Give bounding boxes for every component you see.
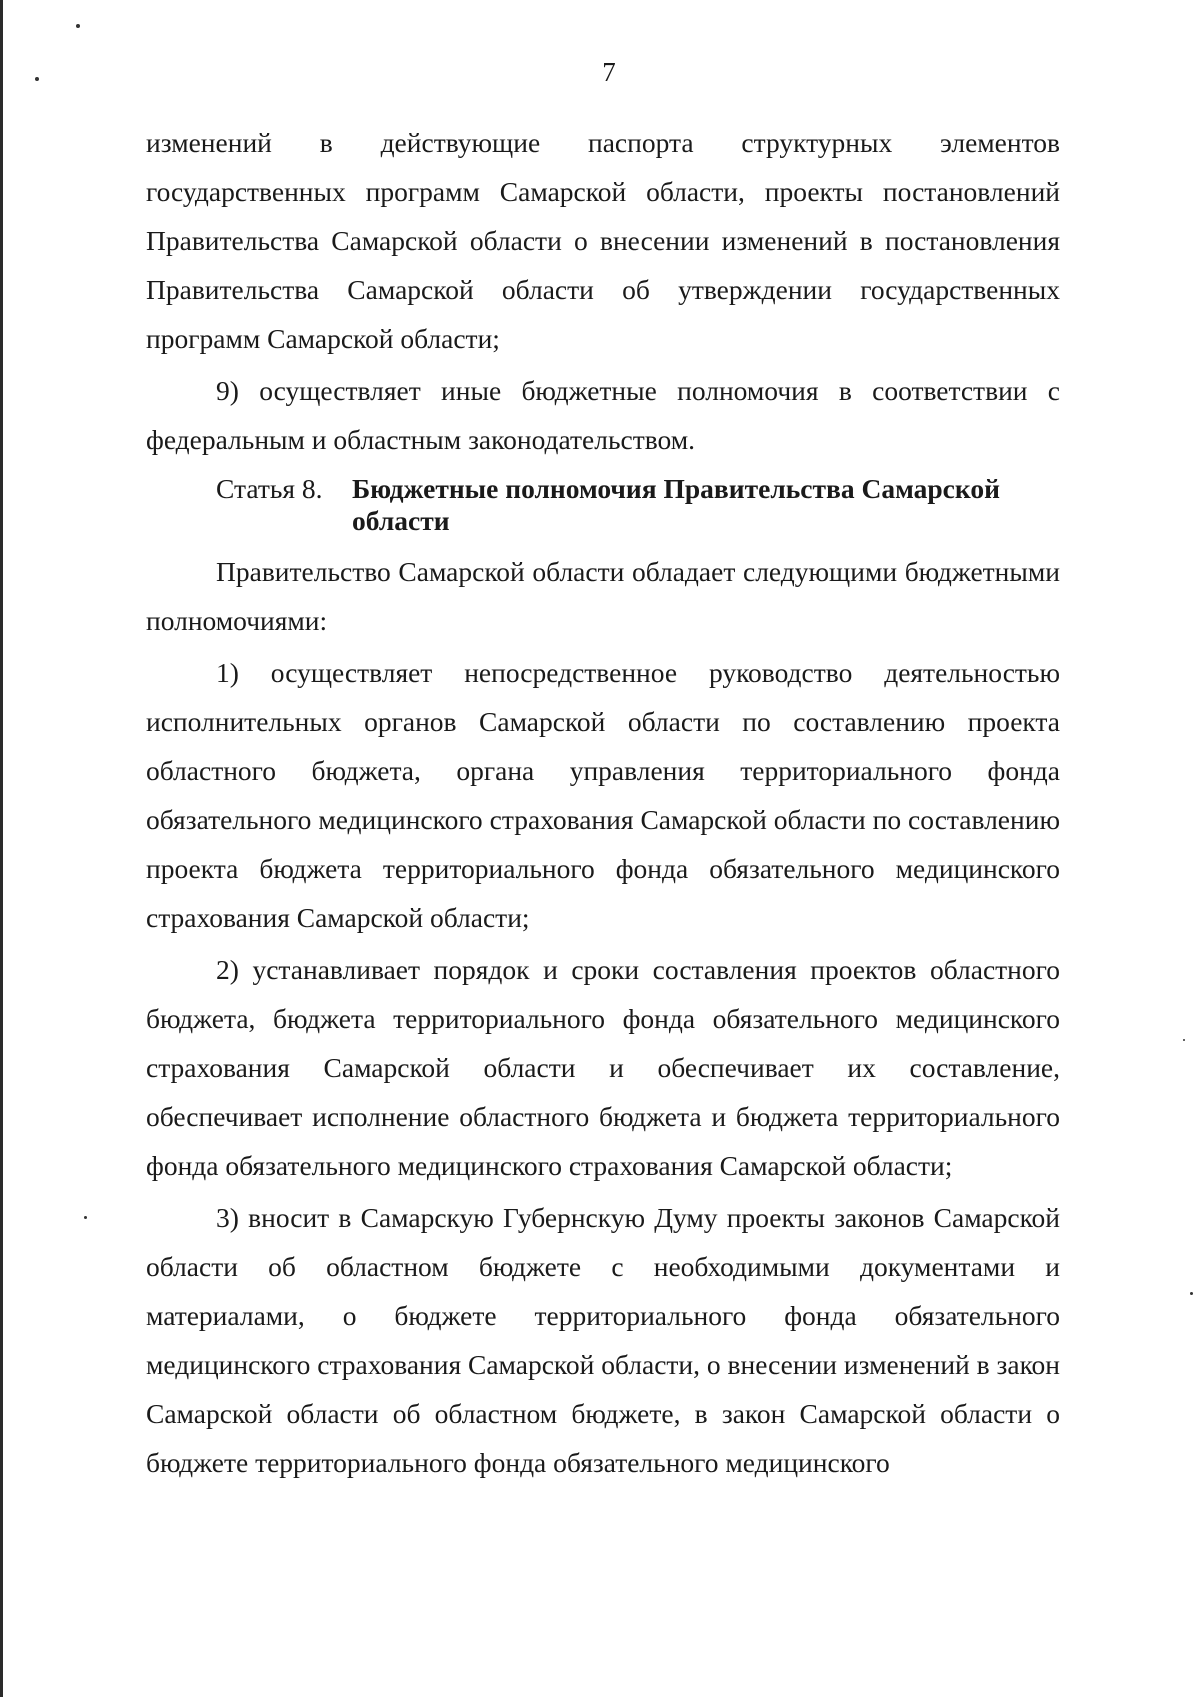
article-title: Бюджетные полномочия Правительства Самарской области (352, 473, 1000, 536)
scan-edge (0, 0, 3, 1697)
document-body (146, 118, 1060, 1487)
paragraph-intro: Правительство Самарской области обладает следующими бюджетными полномочиями: (146, 556, 1060, 636)
article-heading (146, 467, 1060, 547)
article-number: Статья 8. (216, 473, 323, 504)
paragraph-item-2: 2) устанавливает порядок и сроки составления проектов областного бюджета, бюджета территориального фонда обязательного медицинского страхования Самарской области и обеспечивает их составление, обеспечивает исполнение областного бюджета и бюджета территориального фонда обязательного медицинского страхования Самарской области; (146, 954, 1060, 1181)
paragraph-item-3: 3) вносит в Самарскую Губернскую Думу проекты законов Самарской области об областном бюджете с необходимыми документами и материалами, о бюджете территориального фонда обязательного медицинского страхования Самарской области, о внесении изменений в закон Самарской области об областном бюджете, в закон Самарской области о бюджете территориального фонда обязательного медицинского (146, 1202, 1060, 1478)
paragraph-item-1: 1) осуществляет непосредственное руководство деятельностью исполнительных органов Самарской области по составлению проекта областного бюджета, органа управления территориального фонда обязательного медицинского страхования Самарской области по составлению проекта бюджета территориального фонда обязательного медицинского страхования Самарской области; (146, 657, 1060, 933)
page-number: 7 (602, 57, 616, 87)
paragraph-item-9: 9) осуществляет иные бюджетные полномочия в соответствии с федеральным и областным законодательством. (146, 375, 1060, 455)
scan-speck (84, 1216, 87, 1219)
scan-speck (1183, 1039, 1185, 1041)
paragraph-continuation: изменений в действующие паспорта структурных элементов государственных программ Самарской области, проекты постановлений Правительства Самарской области о внесении изменений в постановления Правительства Самарской области об утверждении государственных программ Самарской области; (146, 127, 1060, 354)
scan-speck (76, 24, 80, 28)
scan-speck (1190, 1292, 1193, 1295)
